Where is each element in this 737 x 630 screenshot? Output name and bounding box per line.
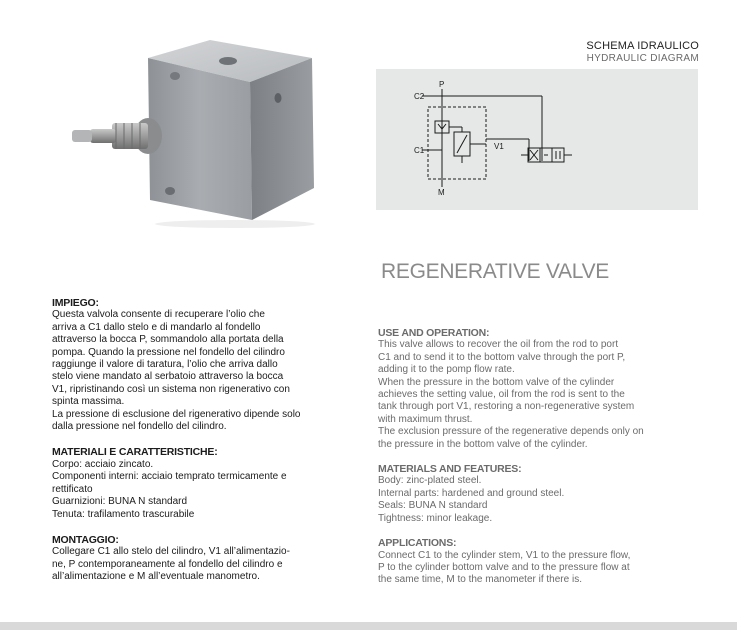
materials-text bbox=[378, 475, 678, 525]
impiego-line: raggiunge il valore di taratura, l’olio che arriva dallo bbox=[52, 359, 278, 371]
use-line: the pressure in the bottom valve of the cylinder. bbox=[378, 438, 588, 450]
product-title: REGENERATIVE VALVE bbox=[381, 260, 609, 283]
port-label-c2: C2 bbox=[414, 92, 425, 101]
impiego-text bbox=[52, 309, 327, 433]
use-line: with maximum thrust. bbox=[378, 413, 473, 425]
impiego-line: dalla pressione nel fondello del cilindro. bbox=[52, 421, 227, 433]
italian-column bbox=[52, 297, 327, 584]
applications-line: the same time, M to the manometer if there is. bbox=[378, 574, 582, 586]
applications-heading: APPLICATIONS: bbox=[378, 537, 457, 550]
montaggio-line: Collegare C1 allo stelo del cilindro, V1 all’alimentazio- bbox=[52, 546, 290, 558]
montaggio-line: all’alimentazione e M all’eventuale manometro. bbox=[52, 571, 260, 583]
materiali-line: Componenti interni: acciaio temprato termicamente e bbox=[52, 471, 287, 483]
montaggio-line: ne, P contemporaneamente al fondello del cilindro e bbox=[52, 558, 283, 570]
hydraulic-diagram bbox=[376, 69, 698, 210]
applications-line: P to the cylinder bottom valve and to the pressure flow at bbox=[378, 561, 630, 573]
materiali-line: Tenuta: trafilamento trascurabile bbox=[52, 508, 195, 520]
diagram-title-it: SCHEMA IDRAULICO bbox=[586, 40, 699, 52]
footer-bar bbox=[0, 622, 737, 630]
materiali-heading: MATERIALI E CARATTERISTICHE: bbox=[52, 446, 218, 459]
use-line: The exclusion pressure of the regenerative depends only on bbox=[378, 426, 644, 438]
montaggio-heading: MONTAGGIO: bbox=[52, 533, 119, 546]
port-label-m: M bbox=[438, 188, 445, 197]
impiego-line: spinta massima. bbox=[52, 396, 125, 408]
use-line: achieves the setting value, oil from the rod is sent to the bbox=[378, 389, 625, 401]
materials-line: Seals: BUNA N standard bbox=[378, 500, 488, 512]
materiali-text bbox=[52, 459, 327, 521]
impiego-line: La pressione di esclusione del rigenerativo dipende solo bbox=[52, 408, 301, 420]
diagram-header bbox=[586, 40, 699, 64]
materials-line: Internal parts: hardened and ground steel. bbox=[378, 487, 565, 499]
montaggio-text bbox=[52, 546, 327, 583]
valve-product-image bbox=[50, 28, 320, 228]
use-line: This valve allows to recover the oil from the rod to port bbox=[378, 339, 619, 351]
materiali-line: Corpo: acciaio zincato. bbox=[52, 458, 154, 470]
port-label-c1: C1 bbox=[414, 146, 425, 155]
impiego-heading: IMPIEGO: bbox=[52, 297, 99, 309]
materiali-line: rettificato bbox=[52, 483, 93, 495]
use-line: C1 and to send it to the bottom valve through the port P, bbox=[378, 351, 626, 363]
hydraulic-schematic bbox=[376, 69, 698, 210]
impiego-line: Questa valvola consente di recuperare l’olio che bbox=[52, 309, 265, 321]
materials-heading: MATERIALS AND FEATURES: bbox=[378, 463, 522, 476]
impiego-line: V1, ripristinando così un sistema non rigenerativo con bbox=[52, 383, 290, 395]
applications-text bbox=[378, 550, 678, 587]
port-label-v1: V1 bbox=[494, 142, 504, 151]
diagram-title-en: HYDRAULIC DIAGRAM bbox=[586, 53, 699, 64]
materiali-line: Guarnizioni: BUNA N standard bbox=[52, 496, 188, 508]
use-line: When the pressure in the bottom valve of the cylinder bbox=[378, 376, 615, 388]
materials-line: Tightness: minor leakage. bbox=[378, 512, 493, 524]
port-label-p: P bbox=[439, 80, 445, 89]
impiego-line: attraverso la bocca P, sommandolo alla portata della bbox=[52, 334, 284, 346]
use-text bbox=[378, 339, 678, 451]
impiego-line: arriva a C1 dallo stelo e di mandarlo al fondello bbox=[52, 321, 261, 333]
impiego-line: pompa. Quando la pressione nel fondello del cilindro bbox=[52, 346, 285, 358]
impiego-line: stelo viene mandato al serbatoio attraverso la bocca bbox=[52, 371, 284, 383]
materials-line: Body: zinc-plated steel. bbox=[378, 475, 482, 487]
use-line: tank through port V1, restoring a non-regenerative system bbox=[378, 401, 635, 413]
use-line: adding it to the pomp flow rate. bbox=[378, 364, 515, 376]
english-column bbox=[378, 327, 678, 587]
use-heading: USE AND OPERATION: bbox=[378, 327, 490, 339]
applications-line: Connect C1 to the cylinder stem, V1 to the pressure flow, bbox=[378, 549, 631, 561]
